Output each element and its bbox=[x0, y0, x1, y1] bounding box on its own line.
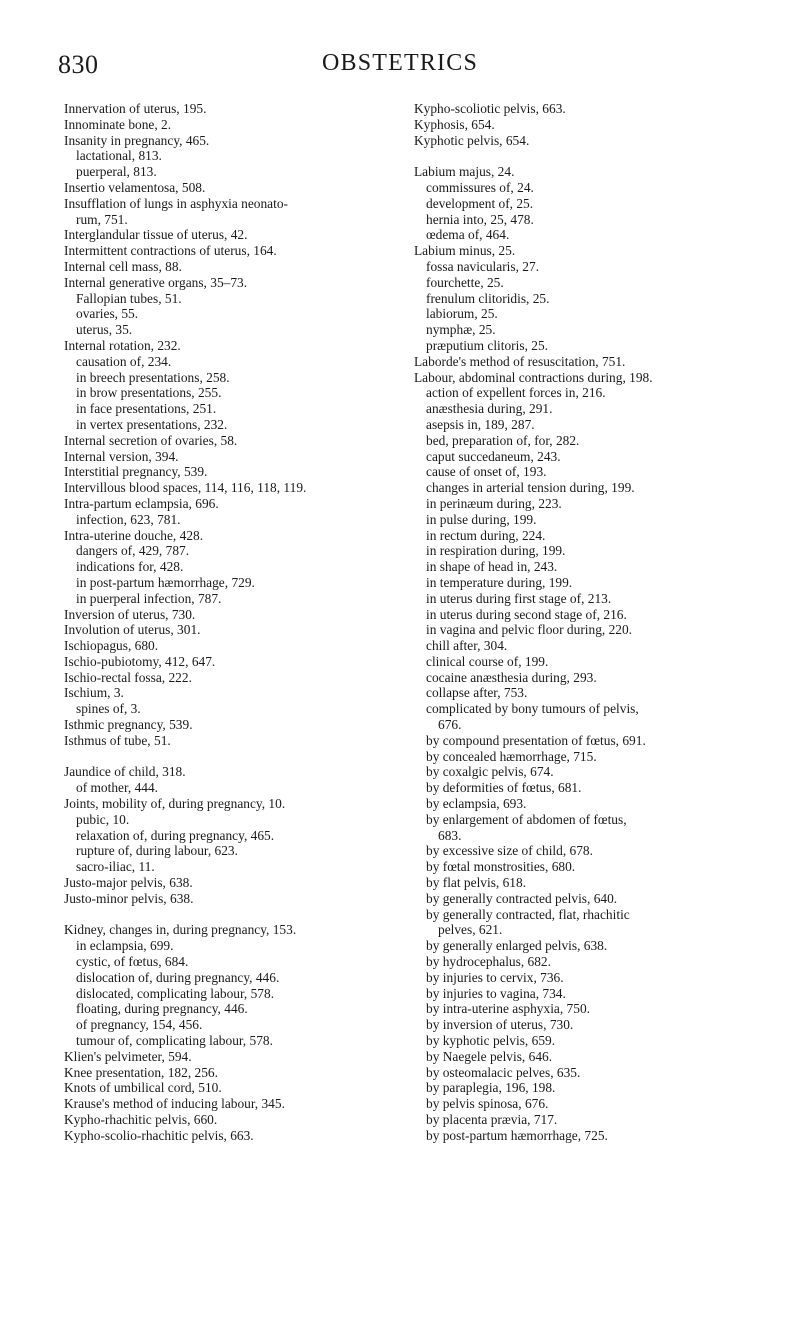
index-subentry: of mother, 444. bbox=[76, 780, 159, 796]
index-entry: Knots of umbilical cord, 510. bbox=[64, 1080, 222, 1096]
index-entry: Internal secretion of ovaries, 58. bbox=[64, 432, 238, 448]
index-subentry: Fallopian tubes, 51. bbox=[76, 290, 182, 306]
index-entry: Insufflation of lungs in asphyxia neonato- bbox=[64, 195, 289, 211]
index-entry: Kypho-scolio-rhachitic pelvis, 663. bbox=[64, 1127, 254, 1143]
index-entry: Ischio-rectal fossa, 222. bbox=[64, 669, 192, 685]
index-entry: Justo-minor pelvis, 638. bbox=[64, 890, 194, 906]
index-entry: Involution of uterus, 301. bbox=[64, 622, 201, 638]
index-subentry: by deformities of fœtus, 681. bbox=[426, 780, 582, 796]
index-entry: Kidney, changes in, during pregnancy, 153. bbox=[64, 922, 297, 938]
index-subentry: in shape of head in, 243. bbox=[426, 559, 558, 575]
index-subentry: caput succedaneum, 243. bbox=[426, 448, 561, 464]
index-subentry: relaxation of, during pregnancy, 465. bbox=[76, 827, 275, 843]
index-subentry: in rectum during, 224. bbox=[426, 527, 546, 543]
index-entry: Internal rotation, 232. bbox=[64, 337, 181, 353]
index-entry: Innominate bone, 2. bbox=[64, 116, 172, 132]
index-subentry: by generally contracted, flat, rhachitic bbox=[426, 906, 630, 922]
index-entry: Ischiopagus, 680. bbox=[64, 638, 159, 654]
index-subentry: indications for, 428. bbox=[76, 559, 184, 575]
index-entry: Internal generative organs, 35–73. bbox=[64, 274, 248, 290]
index-entry: Kypho-rhachitic pelvis, 660. bbox=[64, 1112, 218, 1127]
index-entry: Kyphosis, 654. bbox=[414, 116, 495, 132]
index-subentry: præputium clitoris, 25. bbox=[426, 337, 548, 353]
index-entry: Ischium, 3. bbox=[64, 685, 124, 701]
index-subentry: in temperature during, 199. bbox=[426, 574, 573, 590]
index-entry: Knee presentation, 182, 256. bbox=[64, 1064, 218, 1080]
index-subentry: by placenta prævia, 717. bbox=[426, 1112, 558, 1127]
index-subentry: hernia into, 25, 478. bbox=[426, 211, 534, 227]
index-subentry: by coxalgic pelvis, 674. bbox=[426, 764, 554, 780]
index-subentry: by generally contracted pelvis, 640. bbox=[426, 890, 618, 906]
index-subentry: frenulum clitoridis, 25. bbox=[426, 290, 550, 306]
index-subentry: by compound presentation of fœtus, 691. bbox=[426, 732, 646, 748]
index-entry: Intervillous blood spaces, 114, 116, 118, 119. bbox=[64, 480, 307, 496]
index-entry: Insanity in pregnancy, 465. bbox=[64, 132, 210, 148]
index-entry: Justo-major pelvis, 638. bbox=[64, 875, 193, 891]
index-subentry: commissures of, 24. bbox=[426, 179, 534, 195]
index-subentry: by inversion of uterus, 730. bbox=[426, 1017, 574, 1033]
index-entry: Interglandular tissue of uterus, 42. bbox=[64, 227, 248, 243]
index-subentry: dangers of, 429, 787. bbox=[76, 543, 190, 559]
index-subentry: in eclampsia, 699. bbox=[76, 938, 174, 954]
index-subentry: in vertex presentations, 232. bbox=[76, 416, 228, 432]
index-subentry: by concealed hæmorrhage, 715. bbox=[426, 748, 597, 764]
index-entry: Labium majus, 24. bbox=[414, 164, 515, 180]
index-entry: Innervation of uterus, 195. bbox=[64, 101, 207, 116]
index-subentry: causation of, 234. bbox=[76, 353, 172, 369]
index-subentry: infection, 623, 781. bbox=[76, 511, 181, 527]
index-column-left bbox=[64, 101, 416, 1144]
index-entry: Intermittent contractions of uterus, 164. bbox=[64, 243, 277, 259]
index-subentry: by eclampsia, 693. bbox=[426, 796, 527, 812]
index-subentry: complicated by bony tumours of pelvis, bbox=[426, 701, 639, 717]
index-subentry: fourchette, 25. bbox=[426, 274, 504, 290]
index-subentry: by generally enlarged pelvis, 638. bbox=[426, 938, 608, 954]
index-subentry: in vagina and pelvic floor during, 220. bbox=[426, 622, 633, 638]
index-subentry: collapse after, 753. bbox=[426, 685, 528, 701]
index-subentry: tumour of, complicating labour, 578. bbox=[76, 1033, 273, 1049]
index-subentry: ovaries, 55. bbox=[76, 306, 139, 322]
index-entry: Klien's pelvimeter, 594. bbox=[64, 1048, 192, 1064]
index-subentry: nymphæ, 25. bbox=[426, 322, 496, 338]
index-subentry: puerperal, 813. bbox=[76, 164, 157, 180]
index-subentry: œdema of, 464. bbox=[426, 227, 510, 243]
index-subentry: in respiration during, 199. bbox=[426, 543, 566, 559]
index-subentry: fossa navicularis, 27. bbox=[426, 258, 540, 274]
index-subentry: by fœtal monstrosities, 680. bbox=[426, 859, 576, 875]
running-title: OBSTETRICS bbox=[321, 50, 479, 76]
index-subentry: anæsthesia during, 291. bbox=[426, 401, 553, 417]
index-entry: Ischio-pubiotomy, 412, 647. bbox=[64, 653, 216, 669]
page-header bbox=[58, 50, 742, 90]
index-entry: Isthmic pregnancy, 539. bbox=[64, 717, 193, 733]
index-subentry: by kyphotic pelvis, 659. bbox=[426, 1033, 556, 1049]
index-subentry: by hydrocephalus, 682. bbox=[426, 954, 551, 970]
index-entry: Labium minus, 25. bbox=[414, 243, 516, 259]
index-subentry: floating, during pregnancy, 446. bbox=[76, 1001, 248, 1017]
index-subentry: rupture of, during labour, 623. bbox=[76, 843, 238, 859]
index-entry: Inversion of uterus, 730. bbox=[64, 606, 196, 622]
index-subentry: cocaine anæsthesia during, 293. bbox=[426, 669, 597, 685]
index-subentry: by excessive size of child, 678. bbox=[426, 843, 593, 859]
index-entry: Isthmus of tube, 51. bbox=[64, 732, 171, 748]
index-subentry: development of, 25. bbox=[426, 195, 534, 211]
index-entry-continuation: pelves, 621. bbox=[438, 922, 503, 938]
index-entry-continuation: 676. bbox=[438, 717, 462, 733]
index-subentry: in perinæum during, 223. bbox=[426, 495, 562, 511]
index-subentry: by intra-uterine asphyxia, 750. bbox=[426, 1001, 590, 1017]
index-subentry: uterus, 35. bbox=[76, 322, 133, 338]
index-subentry: by osteomalacic pelves, 635. bbox=[426, 1064, 581, 1080]
index-subentry: by injuries to cervix, 736. bbox=[426, 969, 564, 985]
index-subentry: in uterus during second stage of, 216. bbox=[426, 606, 627, 622]
index-subentry: changes in arterial tension during, 199. bbox=[426, 480, 635, 496]
index-subentry: in pulse during, 199. bbox=[426, 511, 537, 527]
index-subentry: in uterus during first stage of, 213. bbox=[426, 590, 612, 606]
index-entry: Insertio velamentosa, 508. bbox=[64, 179, 206, 195]
index-entry: Kyphotic pelvis, 654. bbox=[414, 132, 530, 148]
index-entry: Interstitial pregnancy, 539. bbox=[64, 464, 208, 480]
index-subentry: in puerperal infection, 787. bbox=[76, 590, 222, 606]
index-entry: Intra-uterine douche, 428. bbox=[64, 527, 204, 543]
index-entry: Jaundice of child, 318. bbox=[64, 764, 186, 780]
index-subentry: by injuries to vagina, 734. bbox=[426, 985, 566, 1001]
index-subentry: by paraplegia, 196, 198. bbox=[426, 1080, 556, 1096]
index-subentry: dislocated, complicating labour, 578. bbox=[76, 985, 275, 1001]
index-subentry: cystic, of fœtus, 684. bbox=[76, 954, 189, 970]
index-column-right bbox=[414, 101, 766, 1144]
index-subentry: cause of onset of, 193. bbox=[426, 464, 547, 480]
index-subentry: pubic, 10. bbox=[76, 811, 130, 827]
index-subentry: spines of, 3. bbox=[76, 701, 141, 717]
index-entry: Kypho-scoliotic pelvis, 663. bbox=[414, 101, 566, 116]
index-subentry: sacro-iliac, 11. bbox=[76, 859, 155, 875]
page-number: 830 bbox=[58, 50, 99, 79]
index-subentry: labiorum, 25. bbox=[426, 306, 498, 322]
index-entry: Krause's method of inducing labour, 345. bbox=[64, 1096, 285, 1112]
index-subentry: by pelvis spinosa, 676. bbox=[426, 1096, 549, 1112]
index-entry: Joints, mobility of, during pregnancy, 10. bbox=[64, 796, 286, 812]
index-subentry: in brow presentations, 255. bbox=[76, 385, 222, 401]
index-subentry: of pregnancy, 154, 456. bbox=[76, 1017, 203, 1033]
index-subentry: asepsis in, 189, 287. bbox=[426, 416, 535, 432]
index-subentry: in post-partum hæmorrhage, 729. bbox=[76, 574, 255, 590]
index-subentry: in face presentations, 251. bbox=[76, 401, 217, 417]
index-entry-continuation: rum, 751. bbox=[76, 211, 128, 227]
index-entry: Intra-partum eclampsia, 696. bbox=[64, 495, 219, 511]
index-subentry: by post-partum hæmorrhage, 725. bbox=[426, 1127, 608, 1143]
index-subentry: chill after, 304. bbox=[426, 638, 508, 654]
index-subentry: bed, preparation of, for, 282. bbox=[426, 432, 580, 448]
index-entry: Internal version, 394. bbox=[64, 448, 179, 464]
index-subentry: by enlargement of abdomen of fœtus, bbox=[426, 811, 627, 827]
index-subentry: lactational, 813. bbox=[76, 148, 162, 164]
index-entry: Laborde's method of resuscitation, 751. bbox=[414, 353, 626, 369]
index-subentry: action of expellent forces in, 216. bbox=[426, 385, 606, 401]
index-subentry: in breech presentations, 258. bbox=[76, 369, 230, 385]
index-subentry: clinical course of, 199. bbox=[426, 653, 549, 669]
index-subentry: dislocation of, during pregnancy, 446. bbox=[76, 969, 280, 985]
index-subentry: by flat pelvis, 618. bbox=[426, 875, 527, 891]
index-subentry: by Naegele pelvis, 646. bbox=[426, 1048, 553, 1064]
index-entry-continuation: 683. bbox=[438, 827, 462, 843]
index-entry: Labour, abdominal contractions during, 198. bbox=[414, 369, 653, 385]
index-entry: Internal cell mass, 88. bbox=[64, 258, 182, 274]
